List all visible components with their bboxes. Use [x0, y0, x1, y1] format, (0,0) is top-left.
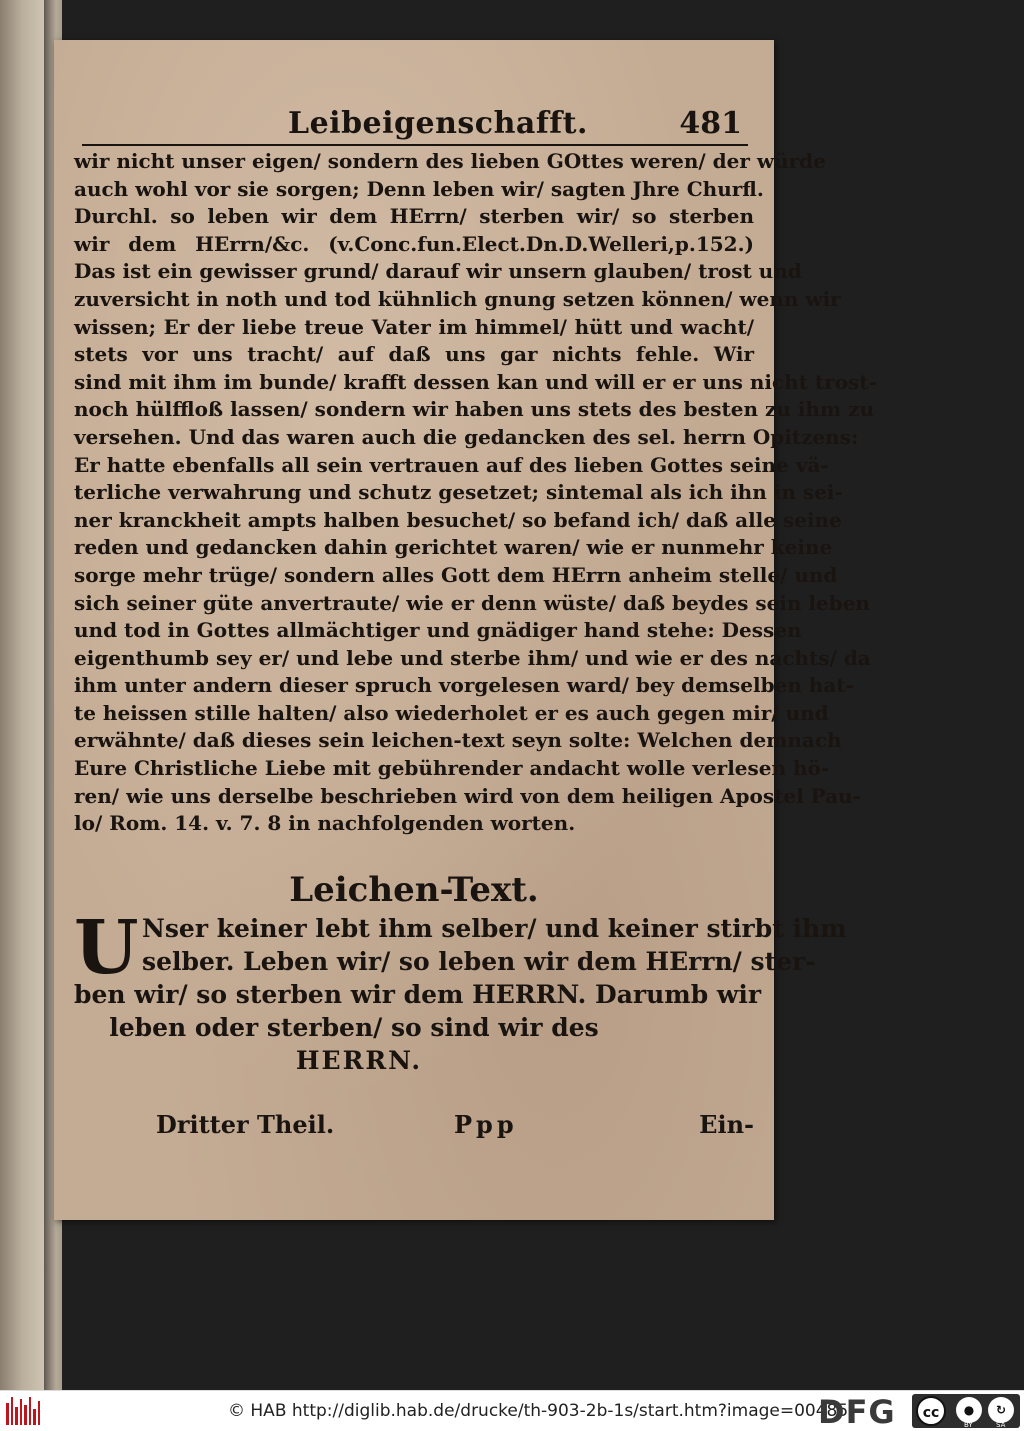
- body-line: ihm unter andern dieser spruch vorgelesen ward/ bey demselben hat-: [74, 673, 854, 698]
- cc-by-label: BY: [964, 1421, 973, 1429]
- dfg-logo[interactable]: DFG: [818, 1393, 896, 1431]
- body-line: wissen; Er der liebe treue Vater im himmel/ hütt und wacht/: [74, 314, 754, 339]
- credit-bar: [0, 1390, 1024, 1431]
- body-line: noch hülffloß lassen/ sondern wir haben uns stets des besten zu ihm zu: [74, 397, 874, 422]
- body-line: erwähnte/ daß dieses sein leichen-text seyn solte: Welchen demnach: [74, 728, 842, 753]
- body-line: terliche verwahrung und schutz gesetzet; sintemal als ich ihn in sei-: [74, 480, 843, 505]
- body-line: Er hatte ebenfalls all sein vertrauen auf des lieben Gottes seine vä-: [74, 452, 829, 477]
- section-heading: Leichen-Text.: [289, 870, 539, 910]
- body-line: auch wohl vor sie sorgen; Denn leben wir/ sagten Jhre Churfl.: [74, 176, 764, 201]
- scripture-text: [74, 905, 847, 1077]
- running-title: Leibeigenschafft.: [288, 106, 588, 141]
- page-content: [74, 40, 877, 1220]
- body-line: Das ist ein gewisser grund/ darauf wir unsern glauben/ trost und: [74, 259, 802, 284]
- scripture-line: leben oder sterben/ so sind wir des: [109, 1013, 599, 1042]
- body-line: Eure Christliche Liebe mit gebührender andacht wolle verlesen hö-: [74, 756, 830, 781]
- head-rule: [82, 144, 748, 146]
- share-alike-icon: ↻: [988, 1397, 1014, 1423]
- body-line: eigenthumb sey er/ und lebe und sterbe ihm/ und wie er des nachts/ da: [74, 645, 871, 670]
- scripture-line: selber. Leben wir/ so leben wir dem HErrn/ ster-: [142, 947, 816, 976]
- body-line: Durchl. so leben wir dem HErrn/ sterben wir/ so sterben: [74, 204, 754, 229]
- body-line: wir nicht unser eigen/ sondern des lieben GOttes weren/ der würde: [74, 149, 826, 173]
- cc-sa-label: SA: [996, 1421, 1006, 1429]
- running-head: [74, 102, 754, 142]
- body-line: sorge mehr trüge/ sondern alles Gott dem HErrn anheim stelle/ und: [74, 562, 838, 587]
- body-line: stets vor uns tracht/ auf daß uns gar nichts fehle. Wir: [74, 342, 754, 367]
- body-line: und tod in Gottes allmächtiger und gnädiger hand stehe: Dessen: [74, 618, 802, 643]
- body-line: wir dem HErrn/&c. (v.Conc.fun.Elect.Dn.D.Welleri,p.152.): [74, 231, 754, 256]
- cc-icon: cc: [916, 1396, 946, 1426]
- body-line: reden und gedancken dahin gerichtet waren/ wie er nunmehr keine: [74, 535, 833, 560]
- scripture-line: Nser keiner lebt ihm selber/ und keiner stirbt ihm: [142, 914, 847, 943]
- body-line: ner kranckheit ampts halben besuchet/ so befand ich/ daß alle seine: [74, 507, 842, 532]
- catchword: Ein-: [699, 1110, 754, 1139]
- drop-cap: U: [74, 905, 139, 991]
- body-line: te heissen stille halten/ also wiederholet er es auch gegen mir/ und: [74, 700, 829, 725]
- body-text: [74, 148, 877, 838]
- copyright-link[interactable]: © HAB http://diglib.hab.de/drucke/th-903-2b-1s/start.htm?image=00485: [228, 1401, 849, 1421]
- book-page: [54, 40, 877, 1220]
- part-label: Dritter Theil.: [156, 1110, 335, 1139]
- signature-mark: Ppp: [454, 1110, 518, 1139]
- cc-license-badge[interactable]: [912, 1394, 1020, 1428]
- body-line: sich seiner güte anvertraute/ wie er denn wüste/ daß beydes sein leben: [74, 590, 870, 615]
- body-line: ren/ wie uns derselbe beschrieben wird von dem heiligen Apostel Pau-: [74, 783, 861, 808]
- scripture-line: HERRN.: [295, 1046, 423, 1075]
- attribution-icon: ●: [956, 1397, 982, 1423]
- body-line: sind mit ihm im bunde/ krafft dessen kan und will er er uns nicht trost-: [74, 369, 877, 394]
- scripture-line: ben wir/ so sterben wir dem HERRN. Darumb wir: [74, 980, 762, 1009]
- page-footer: [136, 1106, 754, 1142]
- body-line: versehen. Und das waren auch die gedancken des sel. herrn Opitzens:: [74, 424, 859, 449]
- body-line: zuversicht in noth und tod kühnlich gnung setzen können/ wenn wir: [74, 286, 841, 311]
- body-line: lo/ Rom. 14. v. 7. 8 in nachfolgenden worten.: [74, 811, 576, 836]
- page-number: 481: [679, 106, 742, 141]
- hab-logo-icon[interactable]: [6, 1397, 40, 1425]
